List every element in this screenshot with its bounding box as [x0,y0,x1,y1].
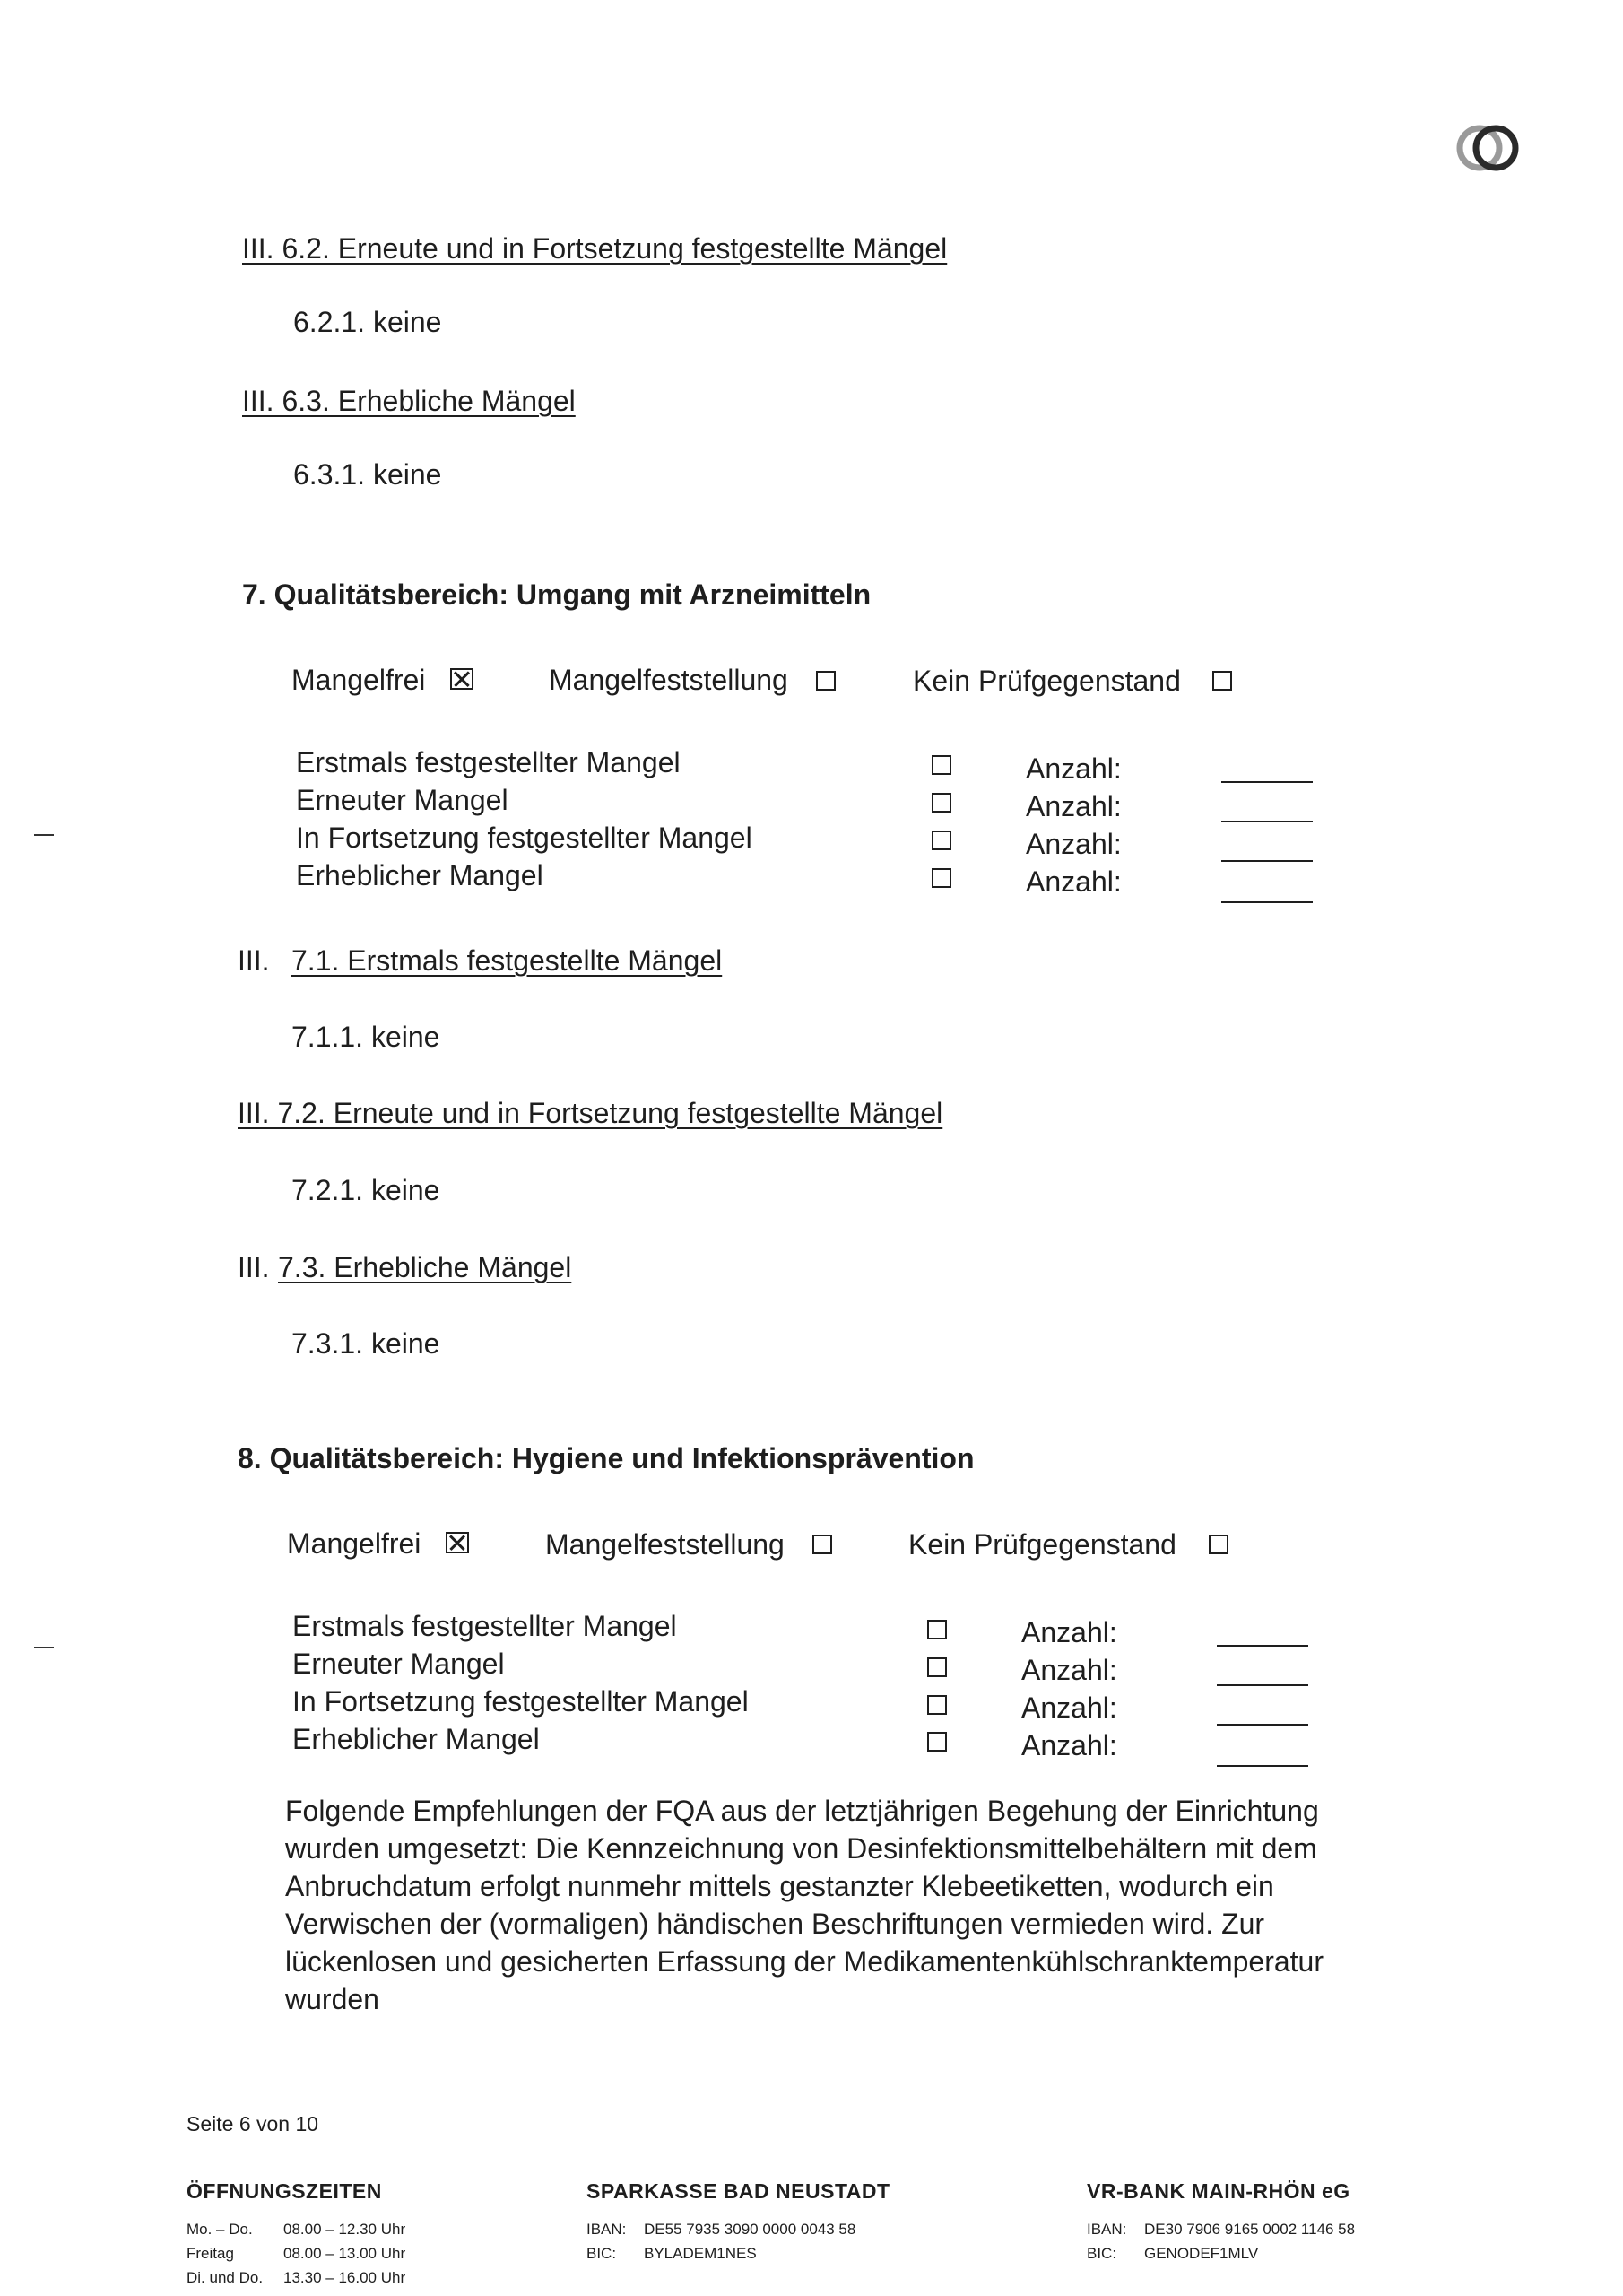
footer-hours-time: 13.30 – 16.00 Uhr [283,2269,406,2286]
item-6-2-1: 6.2.1. keine [293,306,442,338]
defect-row-checkbox[interactable] [927,1732,947,1752]
anzahl-input-line[interactable] [1217,1645,1308,1647]
section-heading-6-3: III. 6.3. Erhebliche Mängel [242,385,576,417]
section-heading-6-2: III. 6.2. Erneute und in Fortsetzung festgestellte Mängel [242,232,948,265]
anzahl-label: Anzahl: [1026,828,1122,860]
label-mangelfeststellung: Mangelfeststellung [545,1528,785,1561]
defect-row-checkbox[interactable] [927,1695,947,1715]
anzahl-label: Anzahl: [1021,1692,1117,1724]
defect-row-checkbox[interactable] [932,831,951,850]
anzahl-input-line[interactable] [1221,860,1313,862]
defect-row-checkbox[interactable] [932,755,951,775]
item-7-1-1: 7.1.1. keine [291,1021,440,1053]
footer-hours-time: 08.00 – 12.30 Uhr [283,2221,406,2238]
label-kein-pruefgegenstand: Kein Prüfgegenstand [913,665,1181,697]
section-heading-7-2: III. 7.2. Erneute und in Fortsetzung festgestellte Mängel [238,1097,943,1129]
checkbox-mangelfrei[interactable] [446,1532,469,1553]
defect-row-label: Erstmals festgestellter Mangel [292,1610,677,1642]
defect-row-label: In Fortsetzung festgestellter Mangel [292,1685,749,1718]
anzahl-input-line[interactable] [1221,901,1313,903]
anzahl-label: Anzahl: [1021,1654,1117,1686]
footer-bank2-bic-label: BIC: [1087,2245,1117,2262]
section-heading-7-3: 7.3. Erhebliche Mängel [278,1251,572,1283]
interlocking-rings-logo [1453,108,1524,179]
anzahl-label: Anzahl: [1026,790,1122,822]
defect-row-label: Erneuter Mangel [292,1648,505,1680]
item-7-3-1: 7.3.1. keine [291,1327,440,1360]
item-6-3-1: 6.3.1. keine [293,458,442,491]
footer-bank1-bic: BYLADEM1NES [644,2245,757,2262]
footer-bank2-bic: GENODEF1MLV [1144,2245,1259,2262]
anzahl-label: Anzahl: [1021,1729,1117,1761]
footer-bank1-iban-label: IBAN: [586,2221,627,2238]
defect-row-label: Erneuter Mangel [296,784,508,816]
defect-row-label: Erstmals festgestellter Mangel [296,746,681,778]
anzahl-input-line[interactable] [1217,1765,1308,1767]
label-kein-pruefgegenstand: Kein Prüfgegenstand [908,1528,1176,1561]
recommendations-paragraph: Folgende Empfehlungen der FQA aus der letztjährigen Begehung der Einrichtung wurden umgesetzt: Die Kennzeichnung von Desinfektionsmittelbehältern mit dem Anbruchdatum erfolgt nunmehr mittels gestanzter Klebeetiketten, wodurch ein Verwischen der (vormaligen) händischen Beschriftungen vermieden wird. Zur lückenlosen und gesicherten Erfassung der Medikamentenkühlschranktemperatur wurden [285,1795,1324,2015]
checkbox-kein-pruefgegenstand[interactable] [1209,1535,1228,1554]
section-heading-7-1: 7.1. Erstmals festgestellte Mängel [291,944,723,977]
defect-row-checkbox[interactable] [927,1657,947,1677]
label-mangelfrei: Mangelfrei [291,664,426,696]
footer-hours-day: Mo. – Do. [187,2221,253,2238]
defect-row-checkbox[interactable] [927,1620,947,1639]
label-mangelfrei: Mangelfrei [287,1527,421,1560]
section-prefix-7-1: III. [238,944,270,977]
label-mangelfeststellung: Mangelfeststellung [549,664,788,696]
footer-hours-title: ÖFFNUNGSZEITEN [187,2179,382,2203]
defect-row-checkbox[interactable] [932,793,951,813]
margin-mark [34,834,54,836]
footer-hours-time: 08.00 – 13.00 Uhr [283,2245,406,2262]
section-heading-7: 7. Qualitätsbereich: Umgang mit Arzneimitteln [242,578,872,611]
footer-bank1-iban: DE55 7935 3090 0000 0043 58 [644,2221,856,2238]
anzahl-label: Anzahl: [1026,865,1122,898]
defect-row-checkbox[interactable] [932,868,951,888]
margin-mark [34,1647,54,1648]
item-7-2-1: 7.2.1. keine [291,1174,440,1206]
defect-row-label: In Fortsetzung festgestellter Mangel [296,822,752,854]
footer-bank2-iban: DE30 7906 9165 0002 1146 58 [1144,2221,1356,2238]
footer-bank2-title: VR-BANK MAIN-RHÖN eG [1087,2179,1350,2203]
anzahl-input-line[interactable] [1217,1724,1308,1726]
footer-bank2-iban-label: IBAN: [1087,2221,1127,2238]
checkbox-mangelfeststellung[interactable] [816,671,836,691]
defect-row-label: Erheblicher Mangel [292,1723,540,1755]
anzahl-label: Anzahl: [1026,752,1122,785]
footer-bank1-bic-label: BIC: [586,2245,617,2262]
defect-row-label: Erheblicher Mangel [296,859,543,891]
checkbox-mangelfeststellung[interactable] [812,1535,832,1554]
anzahl-input-line[interactable] [1221,781,1313,783]
anzahl-input-line[interactable] [1221,821,1313,822]
footer-hours-day: Freitag [187,2245,234,2262]
anzahl-label: Anzahl: [1021,1616,1117,1648]
checkbox-mangelfrei[interactable] [450,668,473,690]
anzahl-input-line[interactable] [1217,1684,1308,1686]
section-prefix-7-3: III. [238,1251,270,1283]
page-number: Seite 6 von 10 [187,2112,319,2135]
footer-bank1-title: SPARKASSE BAD NEUSTADT [586,2179,890,2203]
section-heading-8: 8. Qualitätsbereich: Hygiene und Infektionsprävention [238,1442,975,1474]
footer-hours-day: Di. und Do. [187,2269,264,2286]
checkbox-kein-pruefgegenstand[interactable] [1212,671,1232,691]
